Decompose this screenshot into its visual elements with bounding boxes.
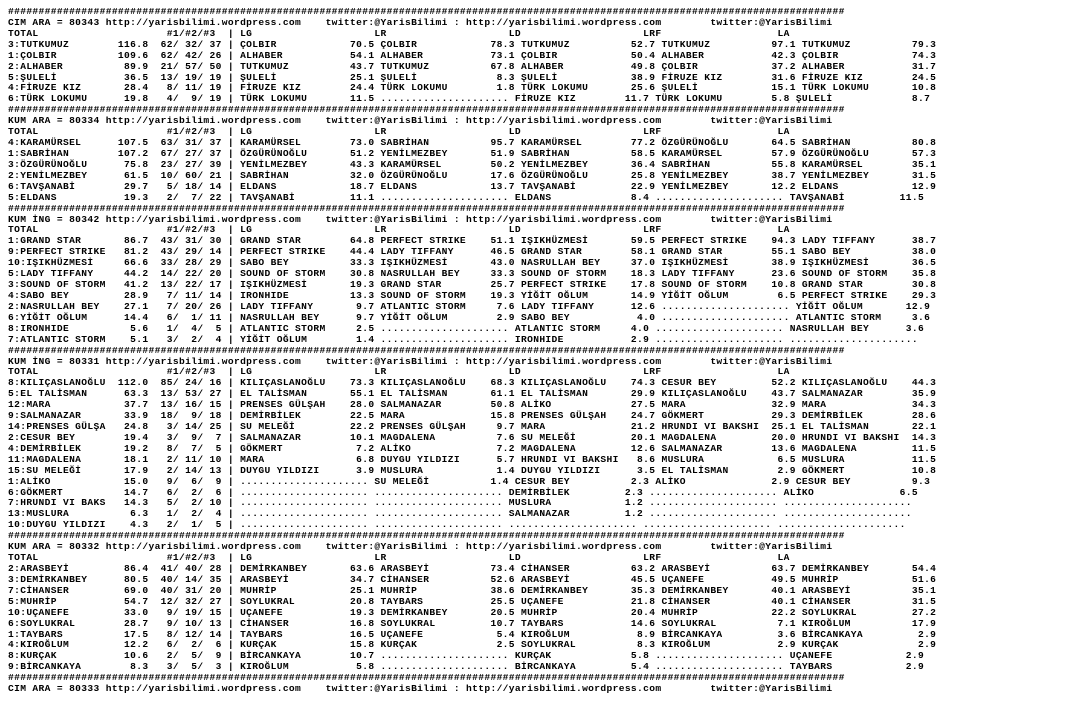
table-row: 10:UÇANEFE 33.0 9/ 19/ 15 | UÇANEFE 19.3 DEMİRKANBEY 20.5 MUHRİP 20.4 MUHRİP 22.2 SOYLUKRAL 27.2 (8, 606, 937, 618)
table-row: 2:CESUR BEY 19.4 3/ 9/ 7 | SALMANAZAR 10.1 MAGDALENA 7.6 SU MELEĞİ 20.1 MAGDALENA 20.0 HRUNDI VI BAKSHI 14.3 (8, 431, 937, 443)
table-row: 2:NASRULLAH BEY 27.1 7/ 20/ 26 | LADY TIFFANY 9.7 ATLANTIC STORM 7.6 LADY TIFFANY 12.6 ..................... YİĞİT OĞLUM 12.9 (8, 300, 931, 312)
table-row: 9:PERFECT STRIKE 81.2 43/ 29/ 14 | PERFECT STRIKE 44.4 LADY TIFFANY 46.5 GRAND STAR 58.1 GRAND STAR 55.1 SABO BEY 38.0 (8, 246, 937, 258)
table-row: 6:YİĞİT OĞLUM 14.4 6/ 1/ 11 | NASRULLAH BEY 9.7 YİĞİT OĞLUM 2.9 SABO BEY 4.0 ..................... ATLANTIC STORM 3.6 (8, 311, 931, 323)
table-row: 6:TAVŞANABİ 29.7 5/ 18/ 14 | ELDANS 18.7 ELDANS 13.7 TAVŞANABİ 22.9 YENİLMEZBEY 12.2 ELDANS 12.9 (8, 180, 937, 192)
separator-line: ######################################################################################################################################### (8, 344, 845, 356)
table-row: 1:ALİKO 15.0 9/ 6/ 9 | ..................... SU MELEĞİ 1.4 CESUR BEY 2.3 ALİKO 2.9 CESUR BEY 9.3 (8, 475, 931, 487)
table-row: 3:TUTKUMUZ 116.8 62/ 32/ 37 | ÇOLBIR 70.5 ÇOLBIR 78.3 TUTKUMUZ 52.7 TUTKUMUZ 97.1 TUTKUMUZ 79.3 (8, 38, 937, 50)
table-row: 4:KIROĞLUM 12.2 6/ 2/ 6 | KURÇAK 15.8 KURÇAK 2.5 SOYLUKRAL 8.3 KIROĞLUM 2.9 KURÇAK 2.9 (8, 639, 937, 651)
table-row: 11:MAGDALENA 18.1 2/ 11/ 10 | MARA 6.8 DUYGU YILDIZI 5.7 HRUNDI VI BAKSHI 8.6 MUSLURA 6.5 MUSLURA 11.5 (8, 453, 937, 465)
separator-line: ######################################################################################################################################### (8, 530, 845, 542)
separator-line: ######################################################################################################################################### (8, 104, 845, 116)
race-title: KUM İNG = 80331 http://yarisbilimi.wordpress.com twitter:@YarisBilimi : http://yarisbilimi.wordpress.com twitter:@YarisBilimi (8, 355, 833, 367)
separator-line: ######################################################################################################################################### (8, 202, 845, 214)
separator-line: ######################################################################################################################################### (8, 6, 845, 17)
table-row: 6:TÜRK LOKUMU 19.8 4/ 9/ 19 | TÜRK LOKUMU 11.5 ..................... FİRUZE KIZ 11.7 TÜRK LOKUMU 5.8 ŞULELİ 8.7 (8, 93, 931, 105)
table-row: 12:MARA 37.7 13/ 16/ 15 | PRENSES GÜLŞAH 28.0 SALMANAZAR 50.8 ALİKO 27.5 MARA 32.9 MARA 34.3 (8, 399, 937, 411)
table-row: 4:KARAMÜRSEL 107.5 63/ 31/ 37 | KARAMÜRSEL 73.0 SABRİHAN 95.7 KARAMÜRSEL 77.2 ÖZGÜRÜNOĞLU 64.5 SABRİHAN 80.8 (8, 137, 937, 149)
table-row: 3:DEMİRKANBEY 80.5 40/ 14/ 35 | ARASBEYİ 34.7 CİHANSER 52.6 ARASBEYİ 45.5 UÇANEFE 49.5 MUHRİP 51.6 (8, 573, 937, 585)
table-row: 2:ALHABER 89.9 21/ 57/ 50 | TUTKUMUZ 43.7 TUTKUMUZ 67.8 ALHABER 49.8 ÇOLBIR 37.2 ALHABER 31.7 (8, 60, 937, 72)
table-row: 8:IRONHIDE 5.6 1/ 4/ 5 | ATLANTIC STORM 2.5 ..................... ATLANTIC STORM 4.0 ..................... NASRULLAH BEY 3.6 (8, 322, 925, 334)
separator-line: ######################################################################################################################################### (8, 672, 845, 684)
table-row: 2:YENİLMEZBEY 61.5 10/ 60/ 21 | SABRİHAN 32.0 ÖZGÜRÜNOĞLU 17.6 ÖZGÜRÜNOĞLU 25.8 YENİLMEZBEY 38.7 YENİLMEZBEY 31.5 (8, 169, 937, 181)
table-row: 3:ÖZGÜRÜNOĞLU 75.8 23/ 27/ 39 | YENİLMEZBEY 43.3 KARAMÜRSEL 50.2 YENİLMEZBEY 36.4 SABRİHAN 55.8 KARAMÜRSEL 35.1 (8, 158, 937, 170)
table-row: 2:ARASBEYİ 86.4 41/ 40/ 28 | DEMİRKANBEY 63.6 ARASBEYİ 73.4 CİHANSER 63.2 ARASBEYİ 63.7 DEMİRKANBEY 54.4 (8, 563, 937, 575)
race-title: KUM İNG = 80342 http://yarisbilimi.wordpress.com twitter:@YarisBilimi : http://yarisbilimi.wordpress.com twitter:@YarisBilimi (8, 213, 833, 225)
table-row: 5:ELDANS 19.3 2/ 7/ 22 | TAVŞANABİ 11.1 ..................... ELDANS 8.4 ..................... TAVŞANABİ 11.5 (8, 191, 925, 203)
table-row: 6:SOYLUKRAL 28.7 9/ 10/ 13 | CİHANSER 16.8 SOYLUKRAL 10.7 TAYBARS 14.6 SOYLUKRAL 7.1 KIROĞLUM 17.9 (8, 617, 937, 629)
table-row: 14:PRENSES GÜLŞA 24.8 3/ 14/ 25 | SU MELEĞİ 22.2 PRENSES GÜLŞAH 9.7 MARA 21.2 HRUNDI VI BAKSHI 25.1 EL TALİSMAN 22.1 (8, 421, 937, 433)
column-header: TOTAL #1/#2/#3 | LG LR LD LRF LA (8, 126, 790, 138)
table-row: 4:DEMİRBİLEK 19.2 8/ 7/ 5 | GÖKMERT 7.2 ALİKO 7.2 MAGDALENA 12.6 SALMANAZAR 13.6 MAGDALENA 11.5 (8, 442, 937, 454)
column-header: TOTAL #1/#2/#3 | LG LR LD LRF LA (8, 366, 790, 378)
table-row: 7:HRUNDI VI BAKS 14.3 5/ 2/ 10 | ..................... ..................... MUSLURA 1.2 ..................... ..................... (8, 497, 912, 509)
table-row: 1:GRAND STAR 86.7 43/ 31/ 30 | GRAND STAR 64.8 PERFECT STRIKE 51.1 IŞIKHÜZMESİ 59.5 PERFECT STRIKE 94.3 LADY TIFFANY 38.7 (8, 235, 937, 247)
table-row: 1:TAYBARS 17.5 8/ 12/ 14 | TAYBARS 16.5 UÇANEFE 5.4 KIROĞLUM 8.9 BİRCANKAYA 3.6 BİRCANKAYA 2.9 (8, 628, 937, 640)
table-row: 10:DUYGU YILDIZI 4.3 2/ 1/ 5 | ..................... ..................... ..................... ..................... ..................... (8, 519, 906, 531)
table-row: 10:IŞIKHÜZMESİ 66.6 33/ 28/ 29 | SABO BEY 33.3 IŞIKHÜZMESİ 43.0 NASRULLAH BEY 37.0 IŞIKHÜZMESİ 38.9 IŞIKHÜZMESİ 36.5 (8, 257, 937, 269)
table-row: 9:BİRCANKAYA 8.3 3/ 5/ 3 | KIROĞLUM 5.8 ..................... BİRCANKAYA 5.4 ..................... TAYBARS 2.9 (8, 661, 925, 673)
column-header: TOTAL #1/#2/#3 | LG LR LD LRF LA (8, 552, 790, 564)
column-header: TOTAL #1/#2/#3 | LG LR LD LRF LA (8, 27, 790, 39)
table-row: 6:GÖKMERT 14.7 6/ 2/ 6 | ..................... ..................... DEMİRBİLEK 2.3 ..................... ALİKO 6.5 (8, 486, 918, 498)
table-row: 13:MUSLURA 6.3 1/ 2/ 4 | ..................... ..................... SALMANAZAR 1.2 ..................... ..................... (8, 508, 912, 520)
race-title: CIM ARA = 80333 http://yarisbilimi.wordpress.com twitter:@YarisBilimi : http://yarisbilimi.wordpress.com twitter:@YarisBilimi (8, 683, 833, 695)
column-header: TOTAL #1/#2/#3 | LG LR LD LRF LA (8, 224, 790, 236)
table-row: 3:SOUND OF STORM 41.2 13/ 22/ 17 | IŞIKHÜZMESİ 19.3 GRAND STAR 25.7 PERFECT STRIKE 17.8 SOUND OF STORM 10.8 GRAND STAR 30.8 (8, 279, 937, 291)
race-title: CIM ARA = 80343 http://yarisbilimi.wordpress.com twitter:@YarisBilimi : http://yarisbilimi.wordpress.com twitter:@YarisBilimi (8, 16, 833, 28)
table-row: 5:LADY TIFFANY 44.2 14/ 22/ 20 | SOUND OF STORM 30.8 NASRULLAH BEY 33.3 SOUND OF STORM 18.3 LADY TIFFANY 23.6 SOUND OF STORM 35.8 (8, 268, 937, 280)
table-row: 1:ÇOLBIR 109.6 62/ 42/ 26 | ALHABER 54.1 ALHABER 73.1 ÇOLBIR 50.4 ALHABER 42.3 ÇOLBIR 74.3 (8, 49, 937, 61)
table-row: 7:ATLANTIC STORM 5.1 3/ 2/ 4 | YİĞİT OĞLUM 1.4 ..................... IRONHIDE 2.9 ..................... ..................... (8, 333, 918, 345)
table-row: 8:KURÇAK 10.6 2/ 5/ 9 | BİRCANKAYA 10.7 ..................... KURÇAK 5.8 ..................... UÇANEFE 2.9 (8, 650, 925, 662)
table-row: 4:SABO BEY 28.9 7/ 11/ 14 | IRONHIDE 13.3 SOUND OF STORM 19.3 YİĞİT OĞLUM 14.9 YİĞİT OĞLUM 6.5 PERFECT STRIKE 29.3 (8, 289, 937, 301)
table-row: 8:KILIÇASLANOĞLU 112.0 85/ 24/ 16 | KILIÇASLANOĞLU 73.3 KILIÇASLANOĞLU 68.3 KILIÇASLANOĞLU 74.3 CESUR BEY 52.2 KILIÇASLANOĞLU 44.3 (8, 377, 937, 389)
table-row: 5:ŞULELİ 36.5 13/ 19/ 19 | ŞULELİ 25.1 ŞULELİ 8.3 ŞULELİ 38.9 FİRUZE KIZ 31.6 FİRUZE KIZ 24.5 (8, 71, 937, 83)
race-title: KUM ARA = 80332 http://yarisbilimi.wordpress.com twitter:@YarisBilimi : http://yarisbilimi.wordpress.com twitter:@YarisBilimi (8, 541, 833, 553)
race-title: KUM ARA = 80334 http://yarisbilimi.wordpress.com twitter:@YarisBilimi : http://yarisbilimi.wordpress.com twitter:@YarisBilimi (8, 115, 833, 127)
table-row: 1:SABRİHAN 107.2 67/ 27/ 37 | ÖZGÜRÜNOĞLU 51.2 YENİLMEZBEY 51.9 SABRİHAN 58.5 KARAMÜRSEL 57.9 ÖZGÜRÜNOĞLU 57.3 (8, 147, 937, 159)
table-row: 5:EL TALİSMAN 63.3 13/ 53/ 27 | EL TALİSMAN 55.1 EL TALİSMAN 61.1 EL TALİSMAN 29.9 KILIÇASLANOĞLU 43.7 SALMANAZAR 35.9 (8, 388, 937, 400)
table-row: 9:SALMANAZAR 33.9 18/ 9/ 18 | DEMİRBİLEK 22.5 MARA 15.8 PRENSES GÜLŞAH 24.7 GÖKMERT 29.3 DEMİRBİLEK 28.6 (8, 410, 937, 422)
table-row: 15:SU MELEĞİ 17.9 2/ 14/ 13 | DUYGU YILDIZI 3.9 MUSLURA 1.4 DUYGU YILDIZI 3.5 EL TALİSMAN 2.9 GÖKMERT 10.8 (8, 464, 937, 476)
table-row: 7:CİHANSER 69.0 40/ 31/ 20 | MUHRİP 25.1 MUHRİP 38.6 DEMİRKANBEY 35.3 DEMİRKANBEY 40.1 ARASBEYİ 35.1 (8, 584, 937, 596)
table-row: 4:FİRUZE KIZ 28.4 8/ 11/ 19 | FİRUZE KIZ 24.4 TÜRK LOKUMU 1.8 TÜRK LOKUMU 25.6 ŞULELİ 15.1 TÜRK LOKUMU 10.8 (8, 82, 937, 94)
table-row: 5:MUHRİP 54.7 12/ 32/ 27 | SOYLUKRAL 20.8 TAYBARS 25.5 UÇANEFE 21.8 CİHANSER 40.1 CİHANSER 31.5 (8, 595, 937, 607)
